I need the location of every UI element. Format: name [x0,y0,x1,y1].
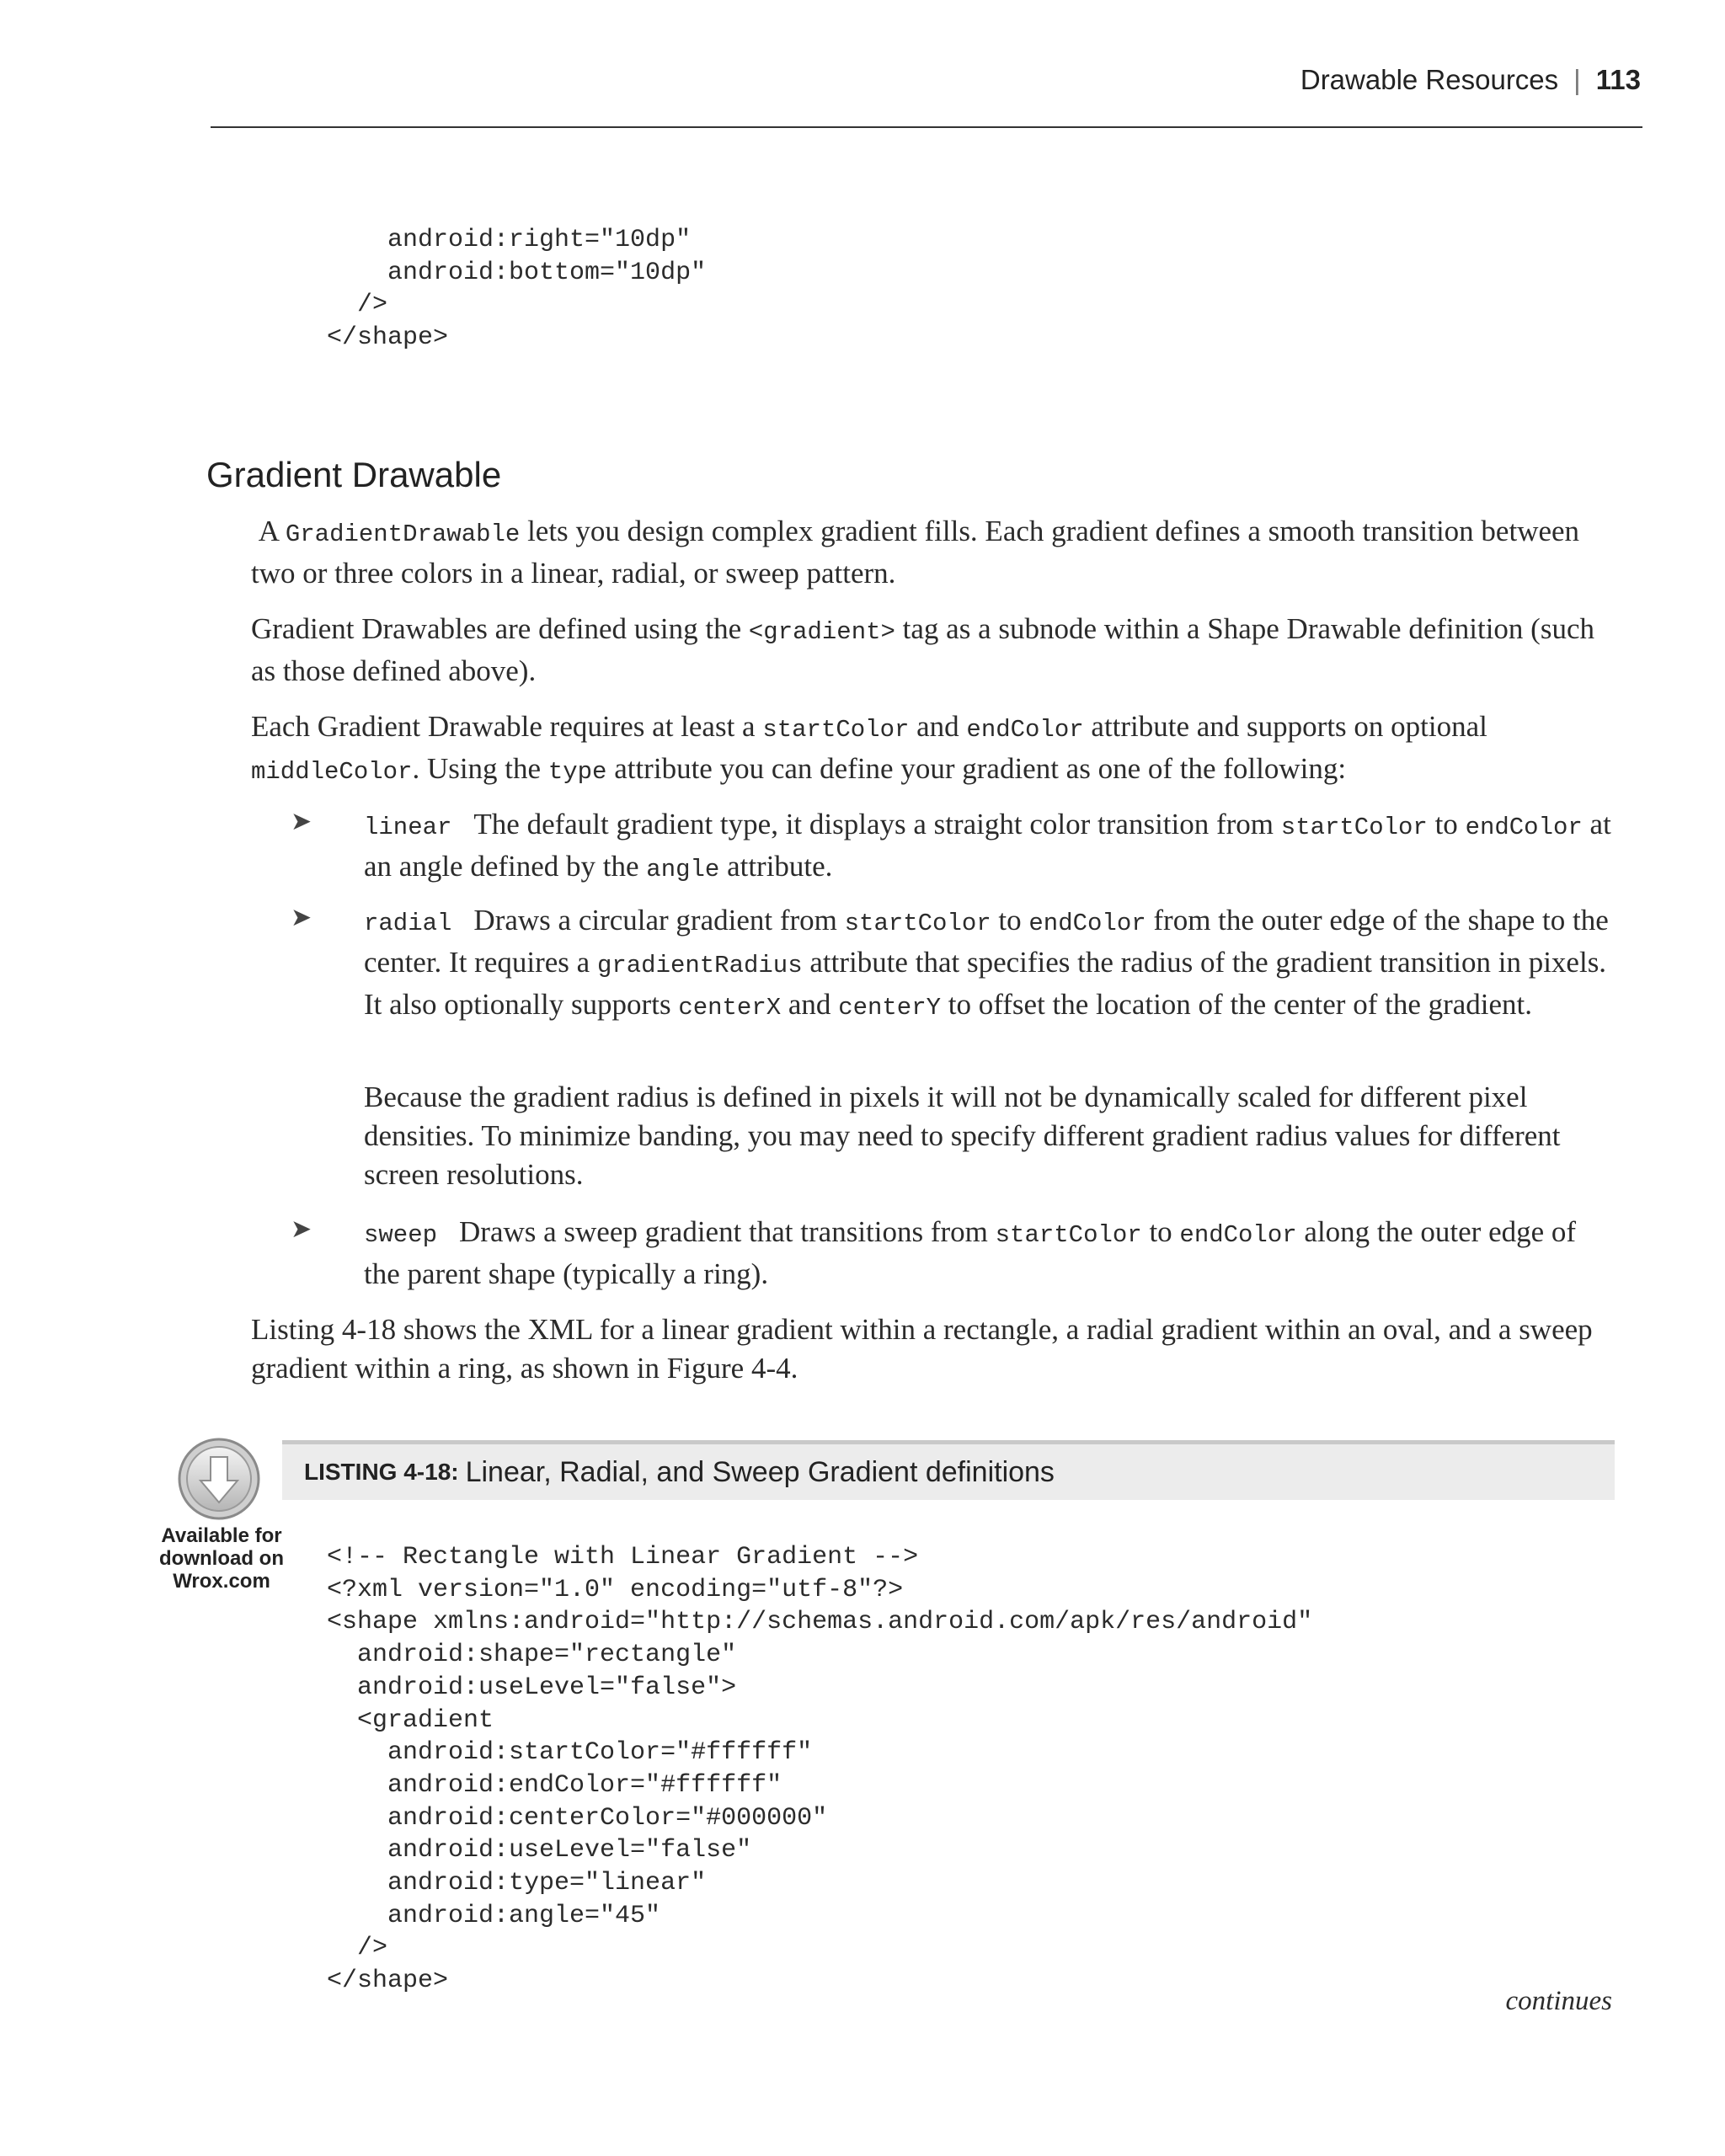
code-line: android:right="10dp" [327,226,692,254]
code-line: /> [327,291,388,320]
bullet-term: linear [364,814,452,841]
code-line: android:useLevel="false"> [327,1673,737,1702]
header-rule [211,126,1642,128]
section-heading: Gradient Drawable [206,455,502,494]
code-line: android:bottom="10dp" [327,258,707,287]
running-header [1300,64,1641,96]
inline-code: endColor [1465,814,1583,841]
code-line: <shape xmlns:android="http://schemas.android.com/apk/res/android" [327,1608,1313,1637]
listing-label: LISTING 4-18: [304,1459,459,1485]
inline-code: GradientDrawable [285,520,521,548]
bullet-marker: ➤ [291,903,312,932]
inline-code: <gradient> [748,618,895,646]
inline-code: endColor [1028,910,1146,937]
bullet-item-linear: linear The default gradient type, it displays a straight color transition from startColor to endColor at an angle defined by the angle attribute. [364,808,1611,883]
inline-code: startColor [995,1221,1142,1249]
bullet-radial-note: Because the gradient radius is defined in pixels it will not be dynamically scaled for different pixel densities. To minimize banding, you may need to specify different gradient radius values for different screen resolutions. [364,1081,1561,1191]
inline-code: centerX [678,994,782,1022]
inline-code: startColor [1280,814,1428,841]
inline-code: startColor [844,910,991,937]
code-line: </shape> [327,323,449,353]
paragraph-3: Each Gradient Drawable requires at least a startColor and endColor attribute and supports on optional middleColor. Using the type attribute you can define your gradient as one of the following: [251,710,1487,786]
bullet-marker: ➤ [291,807,312,836]
code-block-top [327,224,706,355]
code-line: android:shape="rectangle" [327,1641,737,1670]
header-section-title: Drawable Resources [1300,64,1559,95]
code-line: android:centerColor="#000000" [327,1803,828,1833]
inline-code: centerY [838,994,942,1022]
inline-code: startColor [762,716,910,744]
code-line: android:startColor="#ffffff" [327,1738,813,1768]
continues-label: continues [1505,1986,1612,2016]
bullet-item-sweep: sweep Draws a sweep gradient that transitions from startColor to endColor along the outer edge of the parent shape (typically a ring). [364,1215,1577,1290]
code-line: /> [327,1934,388,1963]
bullet-term: sweep [364,1221,438,1249]
inline-code: gradientRadius [596,952,803,979]
inline-code: endColor [966,716,1084,744]
header-separator: | [1573,64,1581,95]
code-block-listing [327,1541,1312,1998]
code-line: android:type="linear" [327,1869,707,1898]
inline-code: endColor [1179,1221,1297,1249]
code-line: <?xml version="1.0" encoding="utf-8"?> [327,1575,904,1604]
inline-code: middleColor [251,758,413,786]
code-line: <gradient [327,1705,494,1735]
page-number: 113 [1595,64,1641,95]
paragraph-4: Listing 4-18 shows the XML for a linear gradient within a rectangle, a radial gradient within an oval, and a sweep gradient within a ring, as shown in Figure 4-4. [251,1313,1593,1385]
bullet-item-radial: radial Draws a circular gradient from startColor to endColor from the outer edge of the shape to the center. It requires a gradientRadius attribute that specifies the radius of the gradient transition in pixels. It also optionally supports centerX and centerY to offset the location of the center of the gradient. [364,904,1609,1022]
inline-code: angle [646,856,720,883]
code-line: <!-- Rectangle with Linear Gradient --> [327,1543,919,1572]
code-line: </shape> [327,1967,449,1996]
bullet-term: radial [364,910,452,937]
download-caption: Available for download on Wrox.com [159,1524,284,1593]
listing-header [282,1440,1615,1500]
code-line: android:angle="45" [327,1901,661,1930]
inline-code: type [547,758,607,786]
listing-title: Linear, Radial, and Sweep Gradient definitions [465,1455,1055,1488]
code-line: android:useLevel="false" [327,1836,752,1865]
bullet-marker: ➤ [291,1214,312,1244]
code-line: android:endColor="#ffffff" [327,1770,782,1800]
download-icon [177,1437,261,1521]
paragraph-1: A GradientDrawable lets you design complex gradient fills. Each gradient defines a smooth transition between two or three colors in a linear, radial, or sweep pattern. [251,515,1580,590]
paragraph-2: Gradient Drawables are defined using the <gradient> tag as a subnode within a Shape Drawable definition (such as those defined above). [251,612,1594,687]
